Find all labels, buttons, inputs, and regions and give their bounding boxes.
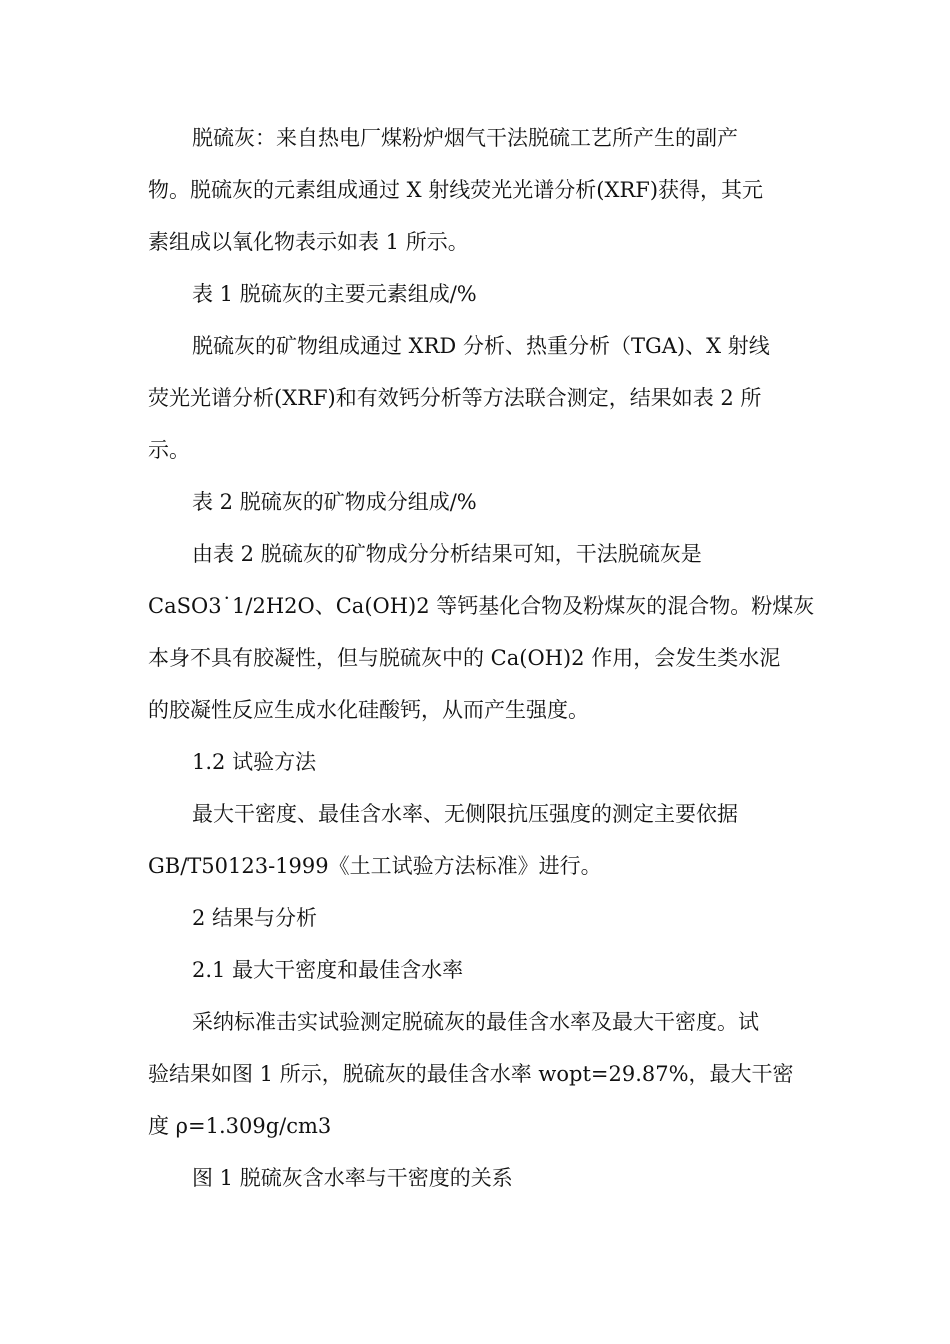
paragraph-desulfurization-ash-line-2: 物。脱硫灰的元素组成通过 X 射线荧光光谱分析(XRF)获得，其元	[148, 178, 764, 202]
section-heading-2: 2 结果与分析	[192, 906, 318, 930]
paragraph-desulfurization-ash-line-3: 素组成以氧化物表示如表 1 所示。	[148, 230, 469, 254]
paragraph-method-line-2: GB/T50123-1999《土工试验方法标准》进行。	[148, 854, 602, 878]
section-heading-2-1: 2.1 最大干密度和最佳含水率	[192, 958, 464, 982]
table-2-caption: 表 2 脱硫灰的矿物成分组成/%	[192, 490, 477, 514]
paragraph-desulfurization-ash-line-1: 脱硫灰：来自热电厂煤粉炉烟气干法脱硫工艺所产生的副产	[192, 126, 738, 150]
section-heading-1-2: 1.2 试验方法	[192, 750, 317, 774]
paragraph-analysis-line-1: 由表 2 脱硫灰的矿物成分分析结果可知，干法脱硫灰是	[192, 542, 702, 566]
paragraph-method-line-1: 最大干密度、最佳含水率、无侧限抗压强度的测定主要依据	[192, 802, 738, 826]
paragraph-analysis-line-4: 的胶凝性反应生成水化硅酸钙，从而产生强度。	[148, 698, 589, 722]
paragraph-analysis-line-2: CaSO3˙1/2H2O、Ca(OH)2 等钙基化合物及粉煤灰的混合物。粉煤灰	[148, 594, 815, 618]
paragraph-compaction-line-3: 度 ρ=1.309g/cm3	[148, 1114, 332, 1138]
paragraph-compaction-line-2: 验结果如图 1 所示，脱硫灰的最佳含水率 wopt=29.87%，最大干密	[148, 1062, 794, 1086]
paragraph-compaction-line-1: 采纳标准击实试验测定脱硫灰的最佳含水率及最大干密度。试	[192, 1010, 759, 1034]
figure-1-caption: 图 1 脱硫灰含水率与干密度的关系	[192, 1166, 513, 1190]
paragraph-mineral-line-2: 荧光光谱分析(XRF)和有效钙分析等方法联合测定，结果如表 2 所	[148, 386, 762, 410]
paragraph-mineral-line-1: 脱硫灰的矿物组成通过 XRD 分析、热重分析（TGA)、X 射线	[192, 334, 770, 358]
paragraph-mineral-line-3: 示。	[148, 438, 190, 462]
table-1-caption: 表 1 脱硫灰的主要元素组成/%	[192, 282, 477, 306]
paragraph-analysis-line-3: 本身不具有胶凝性，但与脱硫灰中的 Ca(OH)2 作用，会发生类水泥	[148, 646, 781, 670]
